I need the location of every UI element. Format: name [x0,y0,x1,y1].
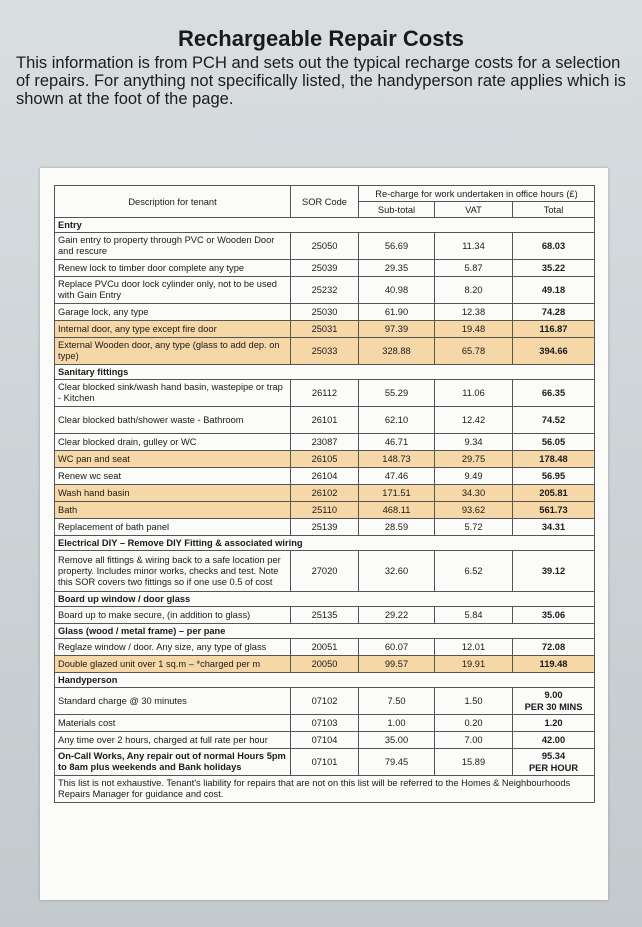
intro-text: This information is from PCH and sets out the typical recharge costs for a selection of repairs. For anything not specifically listed, the handyperson rate applies which is shown at the foot of the page. [16,54,626,108]
row-total [513,688,595,715]
row-vat: 19.91 [435,656,513,673]
row-sor: 26112 [291,380,359,407]
row-description: Clear blocked drain, gulley or WC [55,434,291,451]
row-vat: 0.20 [435,715,513,732]
row-sor: 25039 [291,260,359,277]
row-sor: 26101 [291,407,359,434]
section-sanitary [55,365,595,380]
section-glass [55,624,595,639]
row-subtotal: 62.10 [359,407,435,434]
row-vat: 7.00 [435,732,513,749]
row-subtotal: 171.51 [359,485,435,502]
page-title: Rechargeable Repair Costs [177,26,465,51]
row-sor: 26102 [291,485,359,502]
row-vat: 12.38 [435,304,513,321]
row-vat: 1.50 [435,688,513,715]
header-total: Total [513,202,595,218]
section-label: Entry [55,218,595,233]
table-row [55,304,595,321]
table-row [55,407,595,434]
row-sor: 25033 [291,338,359,365]
row-subtotal: 99.57 [359,656,435,673]
row-vat: 9.49 [435,468,513,485]
row-sor: 25031 [291,321,359,338]
row-vat: 8.20 [435,277,513,304]
row-description: Any time over 2 hours, charged at full rate per hour [55,732,291,749]
row-description: Garage lock, any type [55,304,291,321]
section-label: Sanitary fittings [55,365,595,380]
row-total: 116.87 [513,321,595,338]
row-total: 72.08 [513,639,595,656]
row-total-note: PER 30 MINS [524,702,583,712]
row-total: 35.22 [513,260,595,277]
table-row [55,321,595,338]
row-total: 35.06 [513,607,595,624]
footer-row [55,776,595,803]
row-sor: 25030 [291,304,359,321]
row-description: Replacement of bath panel [55,519,291,536]
row-total: 74.28 [513,304,595,321]
row-vat: 5.72 [435,519,513,536]
section-label: Handyperson [55,673,595,688]
section-label: Glass (wood / metal frame) – per pane [55,624,595,639]
row-total-value: 9.00 [544,690,563,700]
row-subtotal: 35.00 [359,732,435,749]
row-sor: 20051 [291,639,359,656]
row-description: Clear blocked bath/shower waste - Bathroom [55,407,291,434]
row-sor: 26104 [291,468,359,485]
row-description: Gain entry to property through PVC or Wooden Door and rescure [55,233,291,260]
table-row [55,277,595,304]
table-row [55,715,595,732]
header-description: Description for tenant [55,186,291,218]
table-row [55,639,595,656]
header-recharge: Re-charge for work undertaken in office hours (£) [359,186,595,202]
table-row [55,485,595,502]
row-subtotal: 29.22 [359,607,435,624]
row-vat: 5.84 [435,607,513,624]
row-sor: 07103 [291,715,359,732]
section-entry [55,218,595,233]
row-sor: 07104 [291,732,359,749]
row-description: Wash hand basin [55,485,291,502]
row-description: Standard charge @ 30 minutes [55,688,291,715]
row-total: 119.48 [513,656,595,673]
section-boardup [55,592,595,607]
row-subtotal: 1.00 [359,715,435,732]
section-label: Electrical DIY – Remove DIY Fitting & associated wiring [55,536,595,551]
header-subtotal: Sub-total [359,202,435,218]
row-total-note: PER HOUR [528,763,579,773]
row-vat: 93.62 [435,502,513,519]
row-description: Internal door, any type except fire door [55,321,291,338]
row-subtotal: 61.90 [359,304,435,321]
row-subtotal: 328.88 [359,338,435,365]
row-subtotal: 468.11 [359,502,435,519]
row-sor: 20050 [291,656,359,673]
row-sor: 25050 [291,233,359,260]
row-total: 34.31 [513,519,595,536]
row-subtotal: 79.45 [359,749,435,776]
row-sor: 07102 [291,688,359,715]
row-total: 39.12 [513,551,595,592]
row-vat: 19.48 [435,321,513,338]
table-row [55,451,595,468]
row-vat: 6.52 [435,551,513,592]
row-description: Replace PVCu door lock cylinder only, not to be used with Gain Entry [55,277,291,304]
row-total: 74.52 [513,407,595,434]
row-total: 56.05 [513,434,595,451]
row-subtotal: 28.59 [359,519,435,536]
table-row [55,233,595,260]
row-description: External Wooden door, any type (glass to add dep. on type) [55,338,291,365]
row-total: 394.66 [513,338,595,365]
row-sor: 07101 [291,749,359,776]
row-description: Materials cost [55,715,291,732]
row-total: 42.00 [513,732,595,749]
row-vat: 34.30 [435,485,513,502]
price-sheet [40,168,608,900]
row-vat: 15.89 [435,749,513,776]
row-sor: 25232 [291,277,359,304]
section-handyperson [55,673,595,688]
row-description: On-Call Works, Any repair out of normal Hours 5pm to 8am plus weekends and Bank holidays [55,749,291,776]
row-description: Remove all fittings & wiring back to a safe location per property. Includes minor works, checks and test. Note this SOR covers two fittings so if one use 0.5 of cost [55,551,291,592]
row-total: 561.73 [513,502,595,519]
table-row [55,749,595,776]
row-description: Clear blocked sink/wash hand basin, wastepipe or trap - Kitchen [55,380,291,407]
row-total: 178.48 [513,451,595,468]
row-total: 205.81 [513,485,595,502]
row-vat: 11.06 [435,380,513,407]
row-subtotal: 7.50 [359,688,435,715]
section-label: Board up window / door glass [55,592,595,607]
row-sor: 26105 [291,451,359,468]
header-vat: VAT [435,202,513,218]
table-row [55,468,595,485]
row-total-value: 95.34 [541,751,566,761]
row-total: 66.35 [513,380,595,407]
row-subtotal: 32.60 [359,551,435,592]
table-row [55,688,595,715]
row-total [513,749,595,776]
row-total: 68.03 [513,233,595,260]
table-row [55,434,595,451]
footer-note: This list is not exhaustive. Tenant's liability for repairs that are not on this list will be referred to the Homes & Neighbourhoods Repairs Manager for guidance and cost. [55,776,595,803]
row-description: Renew lock to timber door complete any type [55,260,291,277]
row-subtotal: 46.71 [359,434,435,451]
table-row [55,732,595,749]
row-vat: 9.34 [435,434,513,451]
row-sor: 25139 [291,519,359,536]
table-row [55,656,595,673]
row-total: 1.20 [513,715,595,732]
section-electrical [55,536,595,551]
row-subtotal: 60.07 [359,639,435,656]
row-description: Double glazed unit over 1 sq.m – *charged per m [55,656,291,673]
repair-costs-table [54,185,595,803]
row-description: Board up to make secure, (in addition to glass) [55,607,291,624]
row-vat: 12.01 [435,639,513,656]
row-sor: 25110 [291,502,359,519]
row-sor: 23087 [291,434,359,451]
row-subtotal: 97.39 [359,321,435,338]
row-subtotal: 56.69 [359,233,435,260]
row-description: WC pan and seat [55,451,291,468]
row-vat: 12.42 [435,407,513,434]
row-description: Bath [55,502,291,519]
header-sor-code: SOR Code [291,186,359,218]
row-vat: 5.87 [435,260,513,277]
table-row [55,551,595,592]
table-row [55,338,595,365]
header-row [55,186,595,202]
row-description: Renew wc seat [55,468,291,485]
row-description: Reglaze window / door. Any size, any type of glass [55,639,291,656]
row-vat: 65.78 [435,338,513,365]
row-vat: 29.75 [435,451,513,468]
row-vat: 11.34 [435,233,513,260]
table-row [55,502,595,519]
row-total: 49.18 [513,277,595,304]
table-row [55,380,595,407]
table-row [55,519,595,536]
table-row [55,260,595,277]
row-subtotal: 40.98 [359,277,435,304]
row-subtotal: 148.73 [359,451,435,468]
row-subtotal: 47.46 [359,468,435,485]
row-sor: 25135 [291,607,359,624]
row-subtotal: 29.35 [359,260,435,277]
row-total: 56.95 [513,468,595,485]
table-row [55,607,595,624]
row-subtotal: 55.29 [359,380,435,407]
row-sor: 27020 [291,551,359,592]
